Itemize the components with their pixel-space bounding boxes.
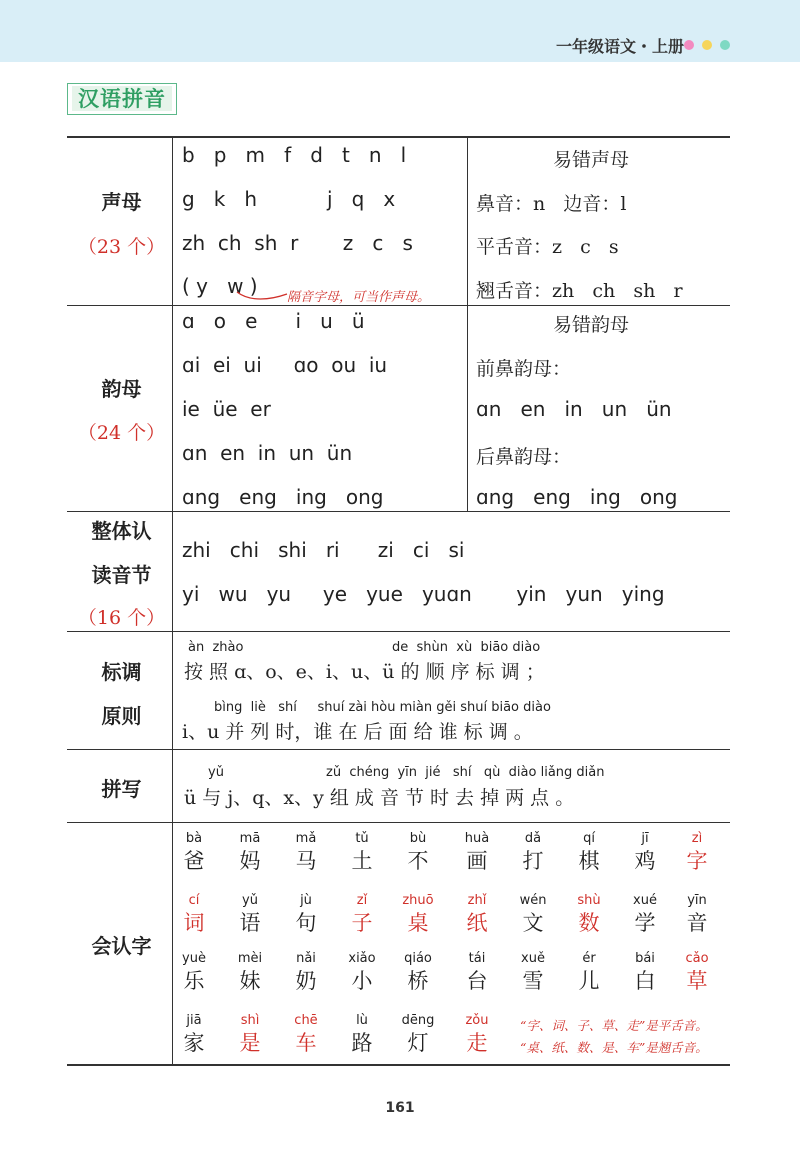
spelling-pinyin: zǔ chéng yīn jié shí qù diào liǎng diǎn (326, 765, 605, 780)
character-item (230, 950, 270, 994)
section-title-box (67, 83, 177, 115)
character-hanzi: 文 (522, 911, 544, 935)
character-hanzi: 画 (466, 849, 488, 873)
character-item (457, 950, 497, 994)
character-pinyin: mā (239, 831, 261, 846)
character-pinyin: nǎi (296, 951, 316, 966)
character-pinyin: jī (641, 831, 649, 846)
character-hanzi: 灯 (407, 1031, 429, 1055)
character-hanzi: 走 (466, 1031, 488, 1055)
initials-row: b p m f d t n l (182, 143, 407, 167)
character-hanzi: 是 (239, 1031, 261, 1055)
character-item (342, 1012, 382, 1056)
front-nasal-label: 前鼻韵母： (476, 358, 572, 380)
character-pinyin: yǔ (242, 893, 258, 908)
character-hanzi: 雪 (522, 969, 544, 993)
character-pinyin: xiǎo (348, 951, 376, 966)
character-pinyin: shì (240, 1013, 260, 1028)
finals-row: ɑi ei ui ɑo ou iu (182, 353, 388, 377)
finals-row: ɑ o e i u ü (182, 309, 365, 333)
tone-rule-text: 按 照 ɑ、o、e、i、u、ü 的 顺 序 标 调 ； (184, 661, 545, 683)
book-title: 一年级语文・上册 (555, 37, 684, 56)
confusable-initials-title: 易错声母 (553, 149, 630, 171)
character-hanzi: 词 (183, 911, 205, 935)
recognize-label: 会认字 (91, 934, 152, 958)
character-item (569, 830, 609, 874)
character-hanzi: 子 (351, 911, 373, 935)
back-nasal-finals: ɑng eng ing ong (476, 485, 678, 509)
character-hanzi: 儿 (578, 969, 600, 993)
character-pinyin: chē (294, 1013, 318, 1028)
initials-row: ( y w ) (182, 274, 258, 298)
tone-rule-label: 原则 (101, 704, 142, 728)
tone-rule-pinyin: àn zhào (188, 640, 244, 655)
whole-syllables-row: zhi chi shi ri zi ci si (182, 538, 465, 562)
character-pinyin: bái (635, 951, 655, 966)
note-arrow (235, 286, 290, 302)
character-item (398, 830, 438, 874)
character-item (677, 830, 717, 874)
character-hanzi: 桌 (407, 911, 429, 935)
character-hanzi: 家 (183, 1031, 205, 1055)
character-pinyin: bù (409, 831, 427, 846)
character-hanzi: 语 (239, 911, 261, 935)
character-pinyin: yuè (182, 951, 206, 966)
character-hanzi: 路 (351, 1031, 373, 1055)
initials-row: g k h j q x (182, 187, 396, 211)
character-hanzi: 小 (351, 969, 373, 993)
teal-dot (720, 40, 730, 50)
character-item (342, 892, 382, 936)
confusable-finals-title: 易错韵母 (553, 314, 630, 336)
character-pinyin: yīn (687, 893, 707, 908)
row-divider (67, 749, 730, 750)
character-hanzi: 桥 (407, 969, 429, 993)
row-divider (67, 305, 730, 306)
character-hanzi: 纸 (466, 911, 488, 935)
character-item (286, 892, 326, 936)
header-bar (0, 0, 800, 62)
character-hanzi: 奶 (295, 969, 317, 993)
column-divider (172, 136, 173, 1064)
character-pinyin: cí (188, 893, 200, 908)
character-item (569, 950, 609, 994)
character-hanzi: 土 (351, 849, 373, 873)
finals-count: （24 个） (77, 422, 166, 444)
table-bottom-rule (67, 1064, 730, 1066)
character-item (286, 1012, 326, 1056)
character-pinyin: jiā (186, 1013, 202, 1028)
character-item (513, 950, 553, 994)
character-item (677, 892, 717, 936)
character-item (625, 950, 665, 994)
character-item (230, 892, 270, 936)
finals-row: ɑn en in un ün (182, 441, 353, 465)
character-item (230, 1012, 270, 1056)
character-pinyin: dēng (401, 1013, 435, 1028)
initials-label: 声母 (101, 190, 142, 214)
character-hanzi: 乐 (183, 969, 205, 993)
retroflex-note: “桌、纸、数、是、车”是翘舌音。 (520, 1040, 708, 1055)
spelling-pinyin: yǔ (208, 765, 224, 780)
character-pinyin: xuě (521, 951, 545, 966)
character-item (174, 950, 214, 994)
whole-syllables-label: 整体认 (91, 519, 152, 543)
character-hanzi: 马 (295, 849, 317, 873)
character-hanzi: 音 (686, 911, 708, 935)
character-item (286, 950, 326, 994)
character-pinyin: cǎo (685, 951, 709, 966)
finals-row: ɑng eng ing ong (182, 485, 384, 509)
character-item (677, 950, 717, 994)
character-hanzi: 学 (634, 911, 656, 935)
initials-count: （23 个） (77, 236, 166, 258)
spelling-label: 拼写 (101, 777, 142, 801)
character-item (513, 830, 553, 874)
character-pinyin: mèi (237, 951, 263, 966)
character-pinyin: mǎ (295, 831, 317, 846)
character-item (174, 1012, 214, 1056)
character-item (286, 830, 326, 874)
character-item (398, 950, 438, 994)
character-hanzi: 车 (295, 1031, 317, 1055)
character-hanzi: 白 (634, 969, 656, 993)
character-pinyin: zì (691, 831, 703, 846)
character-pinyin: tái (468, 951, 486, 966)
character-hanzi: 打 (522, 849, 544, 873)
character-pinyin: zhuō (402, 893, 434, 908)
character-item (569, 892, 609, 936)
finals-row: ie üe er (182, 397, 271, 421)
character-item (457, 1012, 497, 1056)
confusable-initials-row: 翘舌音：zh ch sh r (476, 280, 683, 302)
section-title: 汉语拼音 (72, 86, 172, 111)
character-hanzi: 字 (686, 849, 708, 873)
character-hanzi: 数 (578, 911, 600, 935)
character-item (342, 950, 382, 994)
character-hanzi: 爸 (183, 849, 205, 873)
character-pinyin: wén (519, 893, 547, 908)
tone-rule-pinyin: de shùn xù biāo diào (392, 640, 541, 655)
tone-rule-pinyin: bìng liè shí shuí zài hòu miàn gěi shuí biāo diào (214, 700, 551, 715)
tone-rule-text: i、u 并 列 时，谁 在 后 面 给 谁 标 调 。 (182, 721, 533, 743)
semi-vowel-note: 隔音字母，可当作声母。 (287, 290, 431, 305)
character-hanzi: 不 (407, 849, 429, 873)
character-item (513, 892, 553, 936)
table-top-rule (67, 136, 730, 138)
character-hanzi: 台 (466, 969, 488, 993)
character-pinyin: zǒu (465, 1013, 489, 1028)
character-pinyin: bà (185, 831, 203, 846)
character-hanzi: 句 (295, 911, 317, 935)
whole-syllables-count: （16 个） (77, 607, 166, 629)
pink-dot (684, 40, 694, 50)
character-hanzi: 棋 (578, 849, 600, 873)
character-pinyin: lù (356, 1013, 368, 1028)
character-pinyin: jù (300, 893, 312, 908)
tone-rule-label: 标调 (101, 660, 142, 684)
flat-tongue-note: “字、词、子、草、走”是平舌音。 (520, 1018, 708, 1033)
character-pinyin: xué (633, 893, 657, 908)
header-decoration (684, 40, 730, 50)
whole-syllables-label: 读音节 (91, 563, 152, 587)
character-item (398, 892, 438, 936)
character-pinyin: zǐ (356, 893, 368, 908)
confusable-initials-row: 平舌音：z c s (476, 236, 619, 258)
spelling-text: ü 与 j、q、x、y 组 成 音 节 时 去 掉 两 点 。 (184, 787, 575, 809)
character-hanzi: 鸡 (634, 849, 656, 873)
finals-label: 韵母 (101, 377, 142, 401)
character-item (625, 892, 665, 936)
confusable-initials-row: 鼻音：n 边音：l (476, 193, 627, 215)
row-divider (67, 511, 730, 512)
character-pinyin: tǔ (355, 831, 369, 846)
character-pinyin: shù (577, 893, 601, 908)
character-hanzi: 妹 (239, 969, 261, 993)
character-item (174, 892, 214, 936)
character-item (398, 1012, 438, 1056)
character-hanzi: 妈 (239, 849, 261, 873)
character-item (174, 830, 214, 874)
character-item (342, 830, 382, 874)
character-hanzi: 草 (686, 969, 708, 993)
character-item (625, 830, 665, 874)
initials-row: zh ch sh r z c s (182, 231, 413, 255)
front-nasal-finals: ɑn en in un ün (476, 397, 672, 421)
character-item (230, 830, 270, 874)
character-item (457, 830, 497, 874)
character-pinyin: ér (582, 951, 596, 966)
whole-syllables-row: yi wu yu ye yue yuɑn yin yun ying (182, 582, 665, 606)
back-nasal-label: 后鼻韵母： (476, 446, 572, 468)
character-pinyin: qiáo (404, 951, 432, 966)
row-divider (67, 822, 730, 823)
page-number: 161 (385, 1100, 415, 1116)
character-pinyin: dǎ (524, 831, 542, 846)
yellow-dot (702, 40, 712, 50)
row-divider (67, 631, 730, 632)
character-pinyin: zhǐ (467, 893, 487, 908)
character-pinyin: huà (464, 831, 490, 846)
column-divider (467, 136, 468, 511)
character-item (457, 892, 497, 936)
character-pinyin: qí (583, 831, 595, 846)
